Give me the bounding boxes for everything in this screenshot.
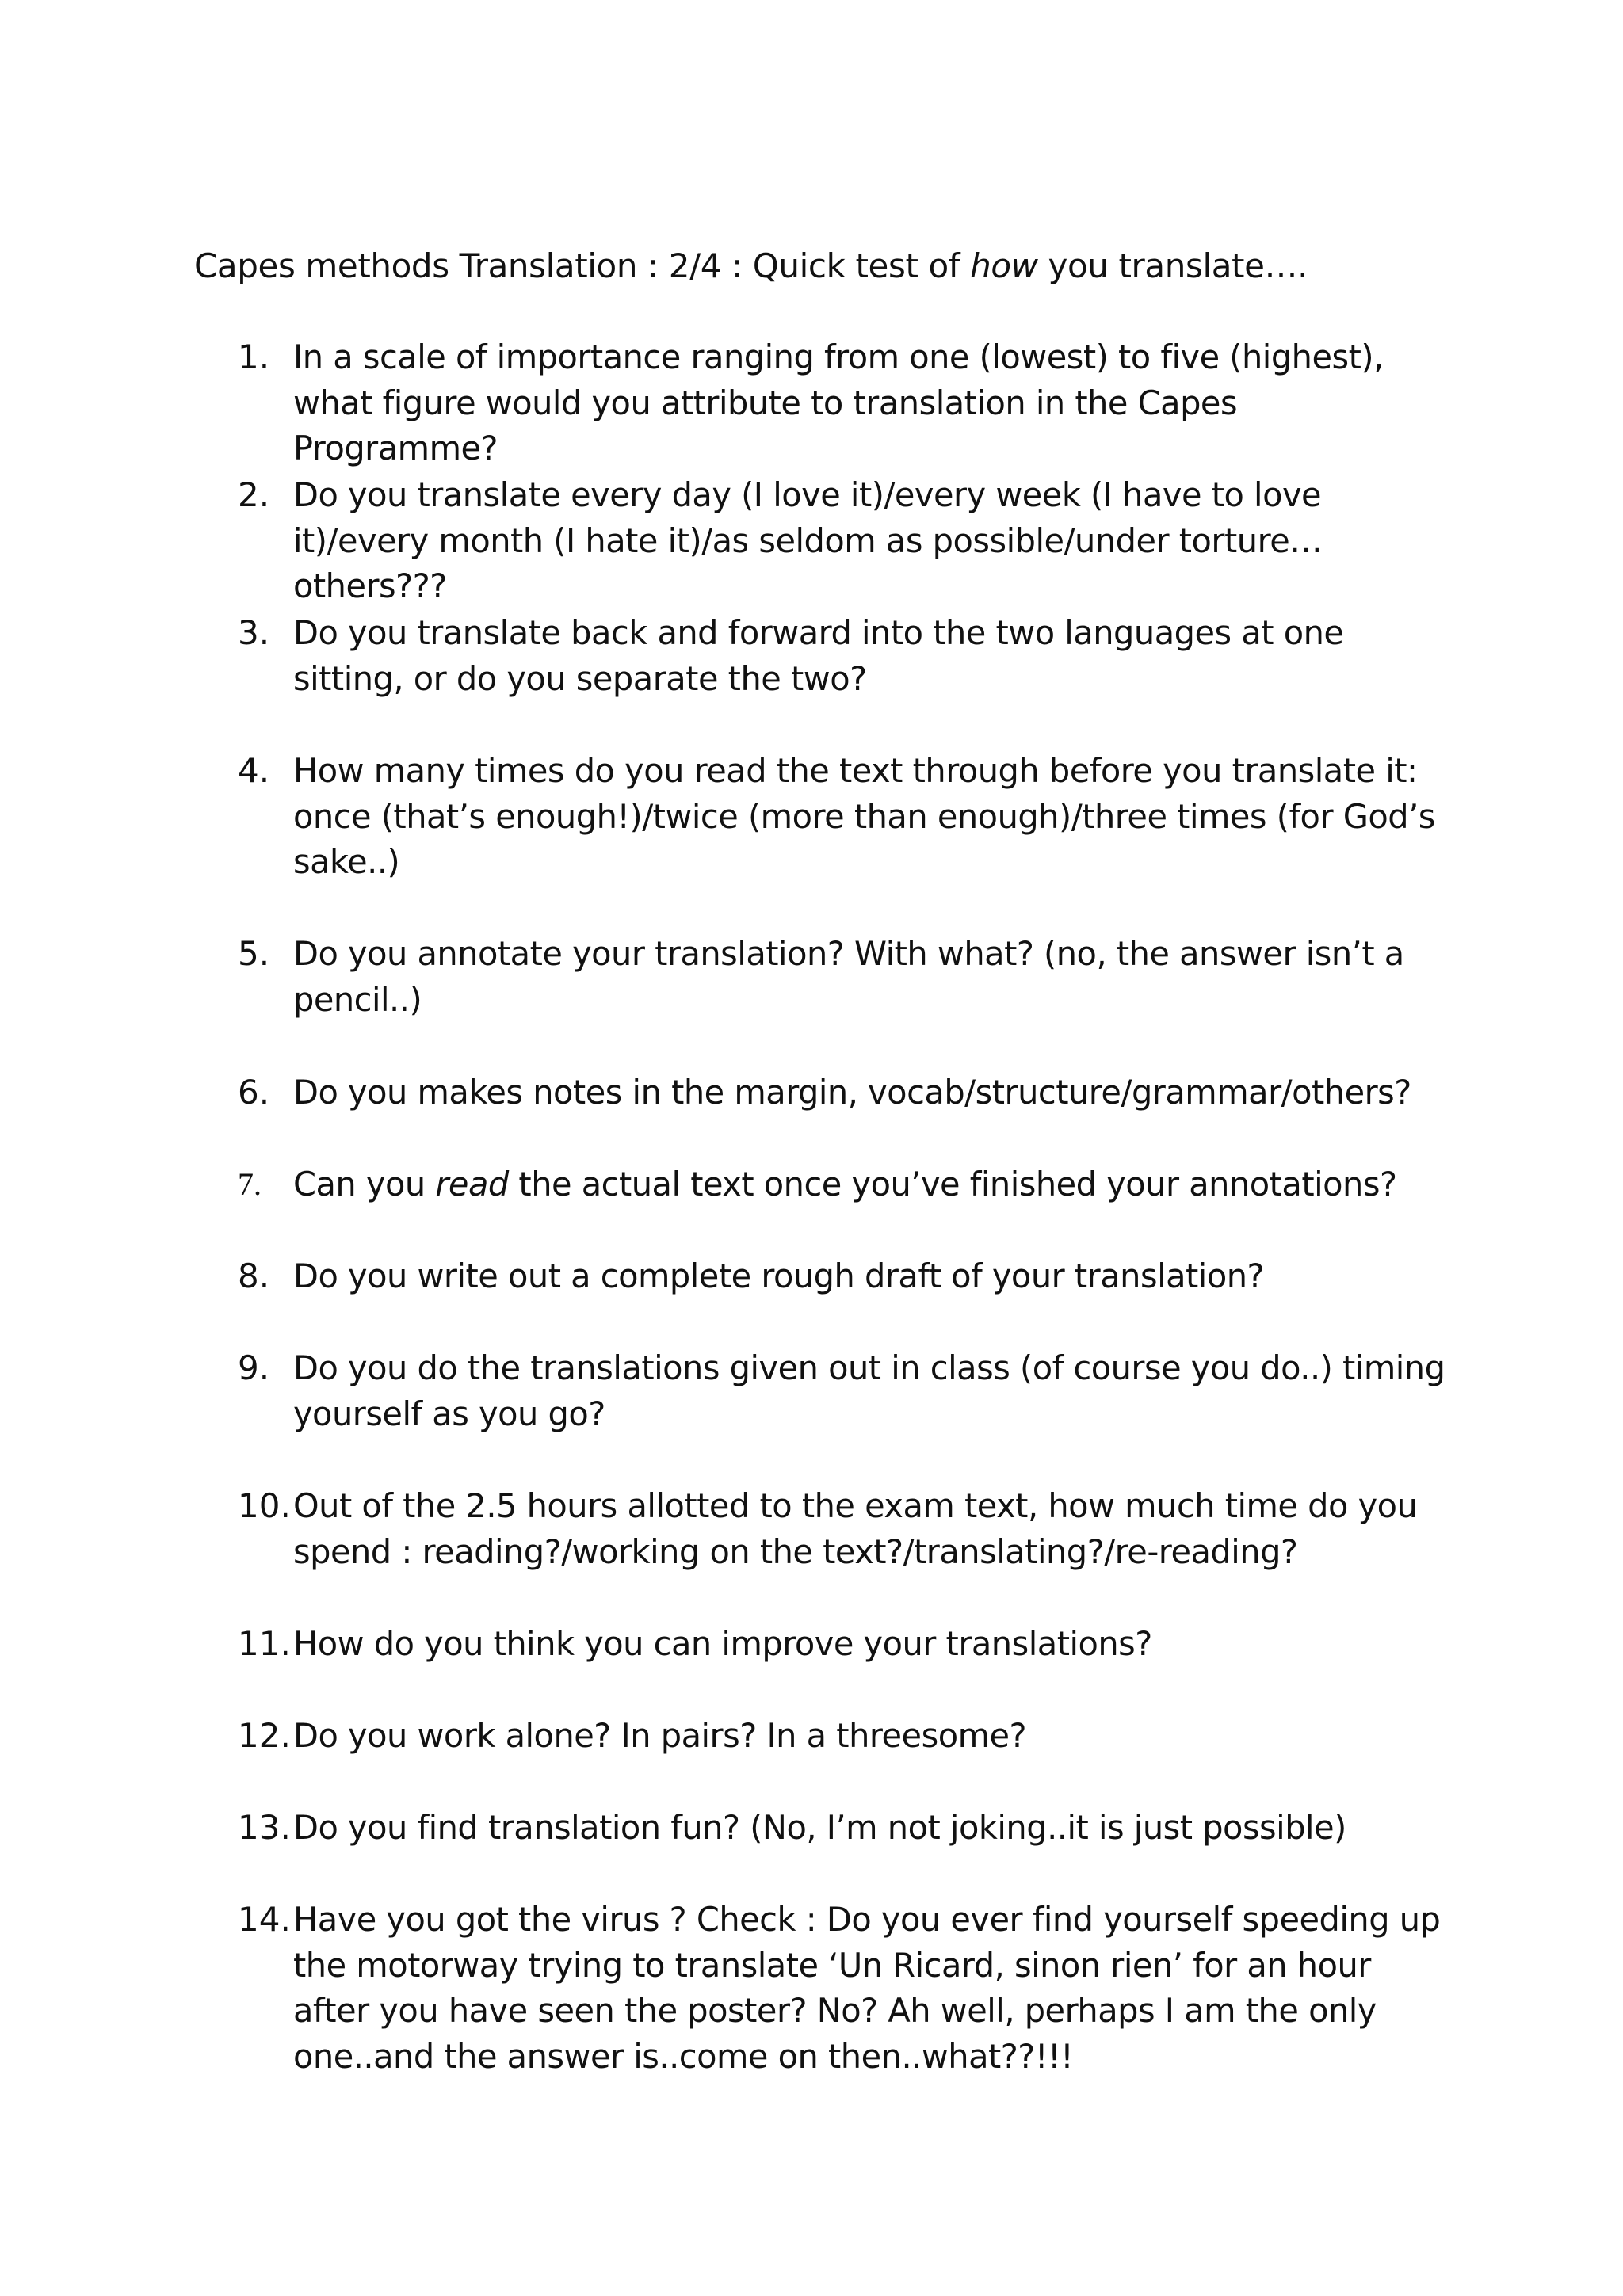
question-number: 12. xyxy=(238,1716,291,1755)
question-text-start: Can you xyxy=(293,1165,436,1203)
question-text: How do you think you can improve your translations? xyxy=(293,1624,1152,1663)
question-text: Do you work alone? In pairs? In a threesome? xyxy=(293,1716,1027,1755)
question-number: 3. xyxy=(238,613,270,652)
question-text: How many times do you read the text through before you translate it: once (that’s enough!)/twice (more than enough)/three times (for God’s sake..) xyxy=(293,751,1435,881)
question-number: 6. xyxy=(238,1073,270,1112)
question-text: Do you translate back and forward into the two languages at one sitting, or do you separate the two? xyxy=(293,613,1344,698)
title-text-end: you translate…. xyxy=(1037,246,1308,285)
question-number: 1. xyxy=(238,338,270,376)
title-emphasis: how xyxy=(970,246,1038,285)
question-text: Do you annotate your translation? With what? (no, the answer isn’t a pencil..) xyxy=(293,934,1404,1019)
question-number: 2. xyxy=(238,475,270,514)
question-number: 13. xyxy=(238,1808,291,1847)
question-number: 5. xyxy=(238,934,270,973)
question-text: Do you makes notes in the margin, vocab/structure/grammar/others? xyxy=(293,1073,1411,1112)
question-text: Do you write out a complete rough draft of your translation? xyxy=(293,1257,1265,1295)
title-text: Capes methods Translation : 2/4 : Quick test of xyxy=(194,246,971,285)
question-number: 14. xyxy=(238,1900,291,1939)
question-text: Do you translate every day (I love it)/every week (I have to love it)/every month (I hate it)/as seldom as possible/under torture…others??? xyxy=(293,475,1323,605)
question-number: 10. xyxy=(238,1486,291,1525)
question-text-end: the actual text once you’ve finished your annotations? xyxy=(508,1165,1397,1203)
question-number: 11. xyxy=(238,1624,291,1663)
question-text: Have you got the virus ? Check : Do you ever find yourself speeding up the motorway trying to translate ‘Un Ricard, sinon rien’ for an hour after you have seen the poster? No? Ah well, perhaps I am the only one..and the answer is..come on then..what??!!! xyxy=(293,1900,1441,2076)
question-text: Do you find translation fun? (No, I’m not joking..it is just possible) xyxy=(293,1808,1346,1847)
question-text: In a scale of importance ranging from one (lowest) to five (highest), what figure would you attribute to translation in the Capes Programme? xyxy=(293,338,1384,467)
question-text xyxy=(293,1161,1450,1207)
question-number: 4. xyxy=(238,751,270,790)
question-number: 8. xyxy=(238,1257,270,1295)
question-text: Out of the 2.5 hours allotted to the exam text, how much time do you spend : reading?/working on the text?/translating?/re-reading? xyxy=(293,1486,1418,1571)
question-number: 7. xyxy=(238,1166,262,1202)
question-emphasis: read xyxy=(435,1165,509,1203)
question-number: 9. xyxy=(238,1348,270,1387)
question-text: Do you do the translations given out in class (of course you do..) timing yourself as you go? xyxy=(293,1348,1445,1433)
